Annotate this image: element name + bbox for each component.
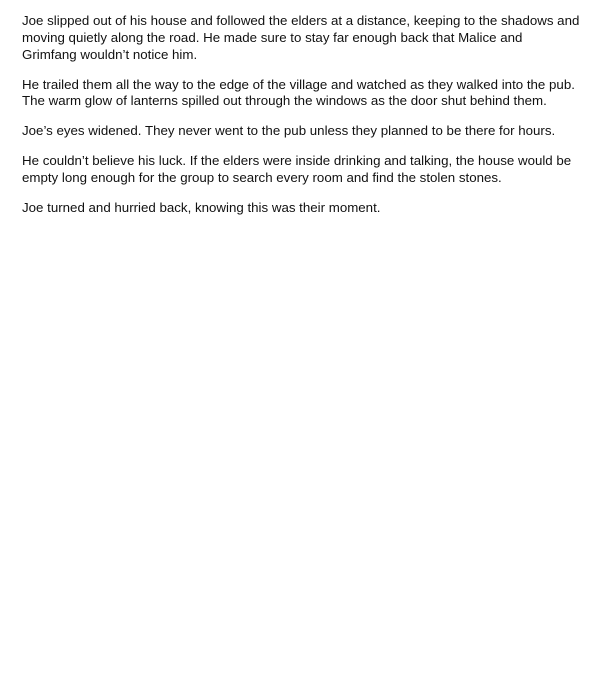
paragraph-4: He couldn’t believe his luck. If the elders were inside drinking and talking, the house would be empty long enough for the group to search every room and find the stolen stones. [22,153,572,186]
paragraph-3: Joe’s eyes widened. They never went to the pub unless they planned to be there for hours. [22,123,556,139]
story-text [22,13,580,217]
paragraph-2: He trailed them all the way to the edge of the village and watched as they walked into the pub. The warm glow of lanterns spilled out through the windows as the door shut behind them. [22,76,575,109]
paragraph-1: Joe slipped out of his house and followed the elders at a distance, keeping to the shadows and moving quietly along the road. He made sure to stay far enough back that Malice and Grimfang wouldn’t notice him. [22,13,580,62]
paragraph-5: Joe turned and hurried back, knowing this was their moment. [22,200,381,216]
